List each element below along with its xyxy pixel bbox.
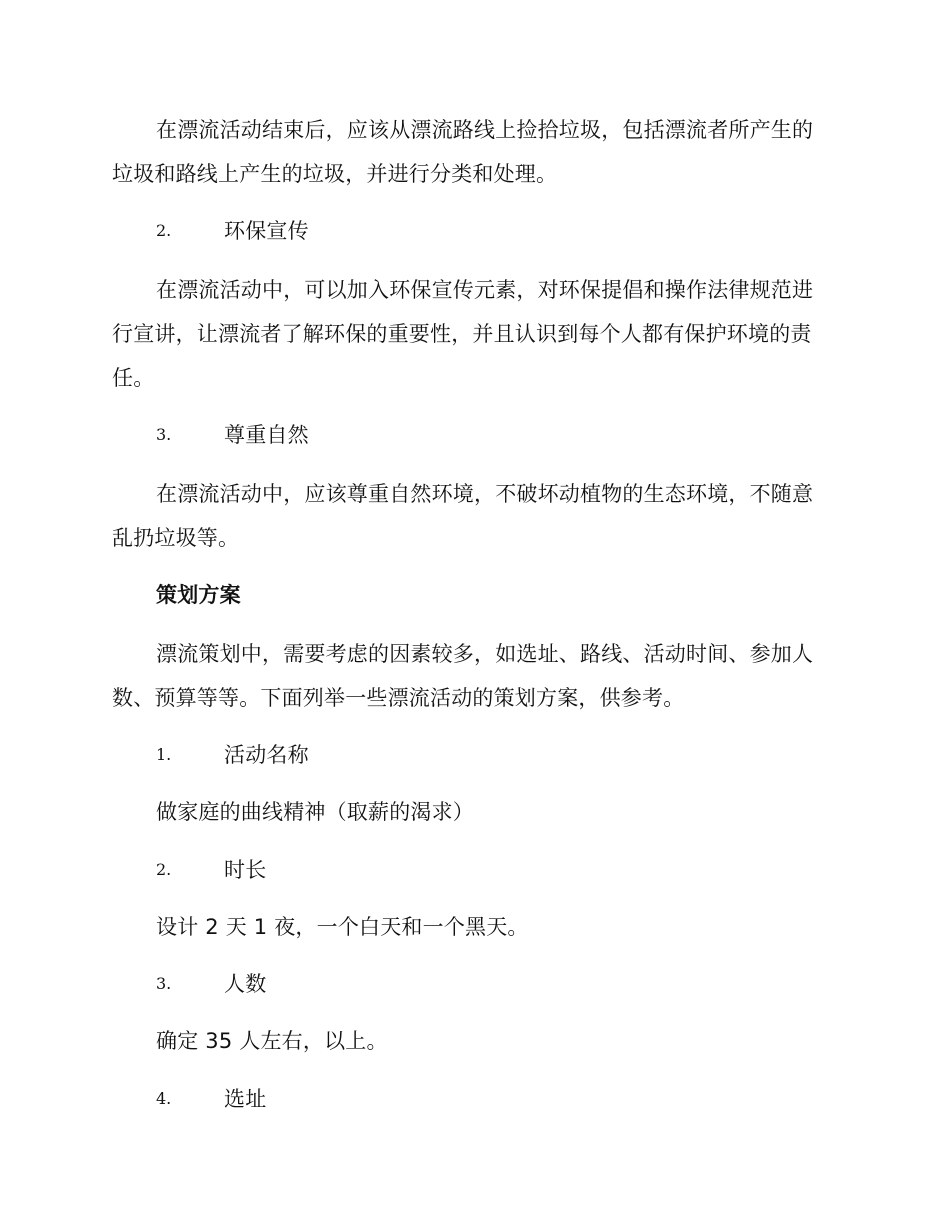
list-item-title: 选址	[224, 1087, 267, 1111]
paragraph-promotion-line-1: 在漂流活动中，可以加入环保宣传元素，对环保提倡和操作法律规范进	[156, 278, 814, 302]
paragraph-plan-intro-line-2: 数、预算等等。下面列举一些漂流活动的策划方案，供参考。	[112, 686, 685, 710]
paragraph-nature-line-1: 在漂流活动中，应该尊重自然环境，不破坏动植物的生态环境，不随意	[156, 482, 814, 506]
list-item-title: 时长	[224, 858, 267, 882]
list-item-title: 人数	[224, 972, 267, 996]
paragraph-nature-line-2: 乱扔垃圾等。	[112, 526, 240, 550]
paragraph-promotion-line-3: 任。	[112, 366, 155, 390]
list-item-detail: 设计 2 天 1 夜，一个白天和一个黑天。	[156, 915, 529, 939]
paragraph-promotion-line-2: 行宣讲，让漂流者了解环保的重要性，并且认识到每个人都有保护环境的责	[112, 322, 812, 346]
list-number: 4.	[156, 1089, 172, 1108]
list-number: 1.	[156, 745, 172, 764]
paragraph-cleanup-line-2: 垃圾和路线上产生的垃圾，并进行分类和处理。	[112, 162, 558, 186]
paragraph-plan-intro-line-1: 漂流策划中，需要考虑的因素较多，如选址、路线、活动时间、参加人	[156, 642, 814, 666]
list-item-detail: 确定 35 人左右，以上。	[156, 1029, 388, 1053]
list-number: 3.	[156, 425, 172, 444]
list-item-title: 环保宣传	[224, 219, 309, 243]
list-item-detail: 做家庭的曲线精神（取薪的渴求）	[156, 800, 474, 824]
paragraph-cleanup-line-1: 在漂流活动结束后，应该从漂流路线上捡拾垃圾，包括漂流者所产生的	[156, 118, 814, 142]
list-item-title: 尊重自然	[224, 423, 309, 447]
section-heading: 策划方案	[156, 583, 241, 607]
list-number: 3.	[156, 974, 172, 993]
list-number: 2.	[156, 860, 172, 879]
list-item-title: 活动名称	[224, 743, 309, 767]
list-number: 2.	[156, 221, 172, 240]
